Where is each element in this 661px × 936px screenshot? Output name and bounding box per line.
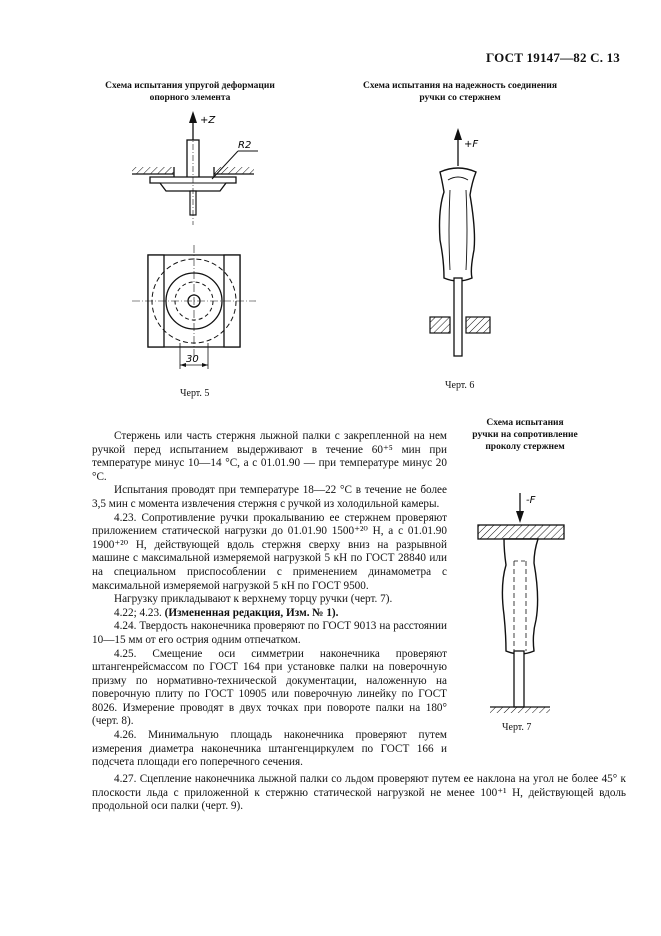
fig5-caption-line2: опорного элемента xyxy=(149,93,231,103)
fig5-caption-line1: Схема испытания упругой деформации xyxy=(105,81,275,91)
amendment-note: (Измененная редакция, Изм. № 1). xyxy=(164,606,339,619)
paragraph-amendment xyxy=(92,607,447,621)
text-block-main xyxy=(92,430,447,770)
fig6-force-label: +F xyxy=(464,139,479,150)
fig6-caption-line1: Схема испытания на надежность соединения xyxy=(362,81,558,91)
paragraph: 4.24. Твердость наконечника проверяют по ГОСТ 9013 на расстоянии 10—15 мм от его острия одним отпечатком. xyxy=(92,620,447,646)
text-block-bottom xyxy=(92,773,626,814)
fig7-caption-line3: проколу стержнем xyxy=(485,442,565,452)
fig7-caption-line1: Схема испытания xyxy=(486,418,564,428)
paragraph: Стержень или часть стержня лыжной палки с закрепленной на нем ручкой перед испытанием выдерживают в течение 60⁺⁵ мин при температуре минус 10—14 °С, а с 01.01.90 — при температуре минус 20 °С. xyxy=(92,430,447,483)
fig6-drawing xyxy=(420,120,530,370)
fig6-caption-line2: ручки со стержнем xyxy=(419,93,501,103)
amendment-prefix: 4.22; 4.23. xyxy=(114,606,165,619)
paragraph: 4.25. Смещение оси симметрии наконечника проверяют штангенрейсмассом по ГОСТ 164 при установке палки на поверочную призму по нормативно-технической документации, наложенную на поверочную плиту по ГОСТ 10905 или поверочную линейку по ГОСТ 8026. Измерение проводят в двух точках при повороте палки на 180° (черт. 8). xyxy=(92,647,447,728)
fig5-drawing xyxy=(120,105,270,390)
paragraph: Испытания проводят при температуре 18—22 °С в течение не более 3,5 мин с момента извлечения стержня с ручкой из холодильной камеры. xyxy=(92,484,447,510)
fig7-caption xyxy=(455,417,595,453)
fig5-force-label: +Z xyxy=(200,115,216,126)
fig7-caption-line2: ручки на сопротивление xyxy=(472,430,578,440)
fig7-drawing xyxy=(470,485,580,720)
fig5-radius-label: R2 xyxy=(238,140,252,151)
fig5-caption xyxy=(95,80,285,104)
chart-7-label: Черт. 7 xyxy=(502,722,532,733)
paragraph: Нагрузку прикладывают к верхнему торцу ручки (черт. 7). xyxy=(114,593,393,606)
fig5-dimension-label: 30 xyxy=(186,354,199,365)
chart-5-label: Черт. 5 xyxy=(180,388,210,399)
chart-6-label: Черт. 6 xyxy=(445,380,475,391)
paragraph: 4.26. Минимальную площадь наконечника проверяют путем измерения диаметра наконечника штангенциркулем по ГОСТ 166 и подсчета площади его поперечного сечения. xyxy=(92,729,447,769)
paragraph: 4.27. Сцепление наконечника лыжной палки со льдом проверяют путем ее наклона на угол не более 45° к плоскости льда с приложенной к стержню статической нагрузкой не менее 100⁺¹ Н, действующей вдоль продольной оси палки (черт. 9). xyxy=(92,773,626,813)
paragraph: 4.23. Сопротивление ручки прокалыванию ее стержнем проверяют приложением статической нагрузки до 01.01.90 1500⁺²⁰ Н, а с 01.01.90 1900⁺²⁰ Н, действующей вдоль стержня сверху вниз на разрывной машине с максимальной измеряемой нагрузкой 5 кН по ГОСТ 28840 или на специальном приспособлении с применением динамометра с максимальной измеряемой нагрузкой 5 кН по ГОСТ 9500. xyxy=(92,511,447,592)
page-header: ГОСТ 19147—82 С. 13 xyxy=(486,50,620,65)
fig6-caption xyxy=(340,80,580,104)
fig7-force-label: -F xyxy=(526,495,536,506)
